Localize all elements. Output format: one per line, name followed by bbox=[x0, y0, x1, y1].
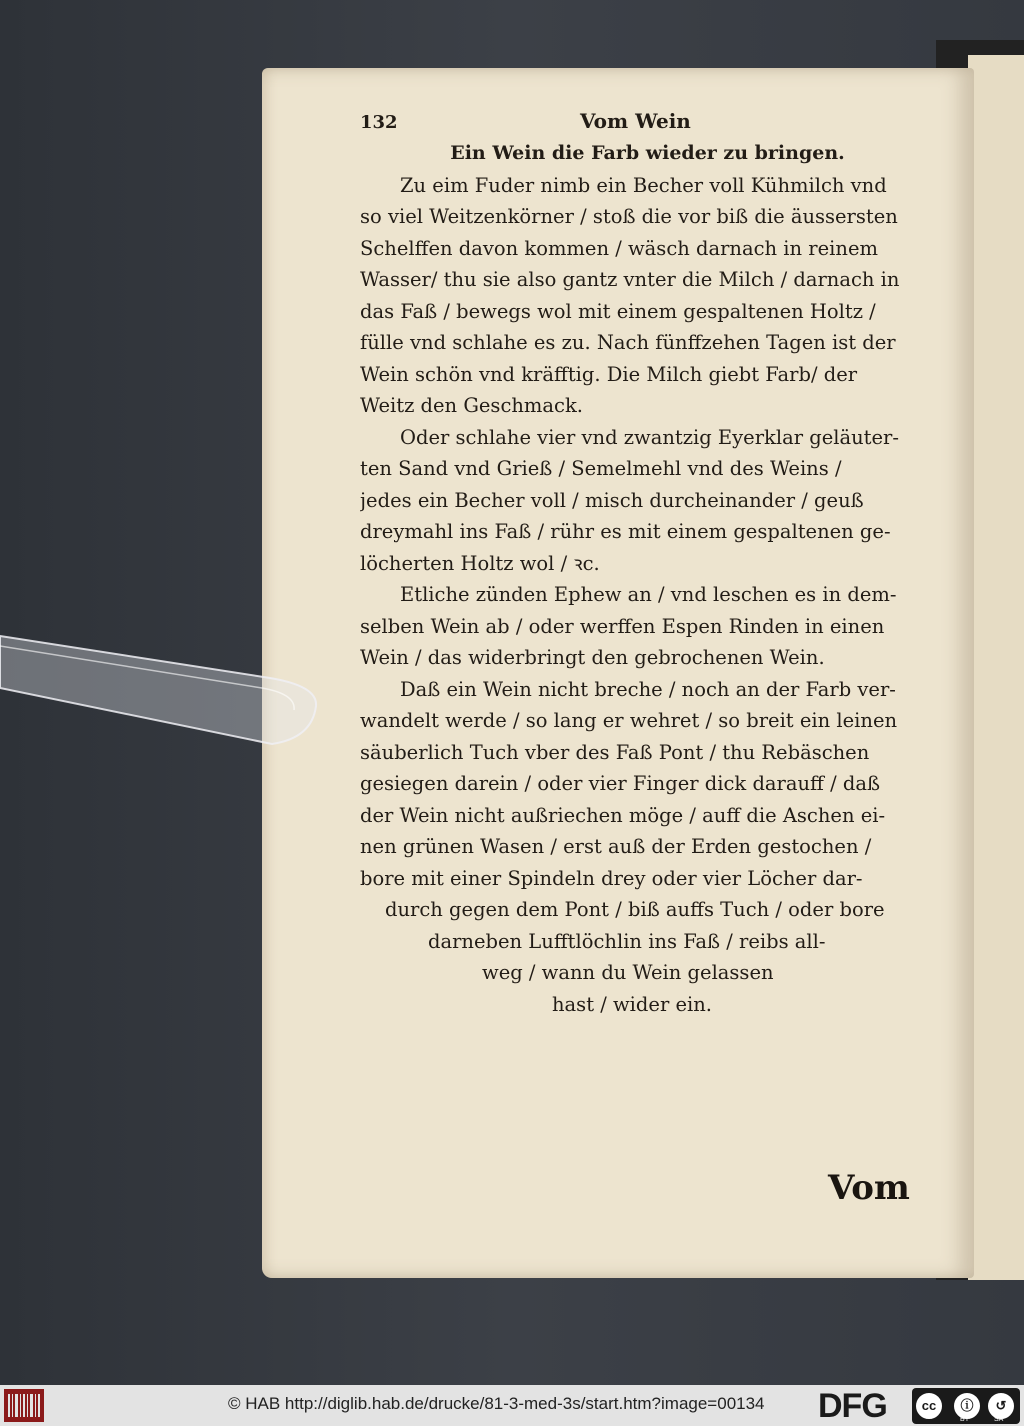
text-line: so viel Weitzenkörner / stoß die vor biß die äussersten bbox=[360, 205, 898, 228]
text-line: Wasser/ thu sie also gantz vnter die Milch / darnach in bbox=[360, 268, 900, 291]
section-title: Ein Wein die Farb wieder zu bringen. bbox=[450, 142, 845, 164]
text-line: nen grünen Wasen / erst auß der Erden gestochen / bbox=[360, 835, 872, 858]
facing-page-fragment bbox=[968, 55, 1024, 1280]
license-sa-label: SA bbox=[994, 1416, 1004, 1423]
text-line: Wein / das widerbringt den gebrochenen Wein. bbox=[360, 646, 825, 669]
text-line: löcherten Holtz wol / ꝛc. bbox=[360, 551, 600, 575]
text-line: Weitz den Geschmack. bbox=[360, 394, 583, 417]
text-line: fülle vnd schlahe es zu. Nach fünffzehen Tagen ist der bbox=[360, 331, 896, 354]
text-line: wandelt werde / so lang er wehret / so breit ein leinen bbox=[360, 709, 898, 732]
text-line: ten Sand vnd Grieß / Semelmehl vnd des Weins / bbox=[360, 457, 842, 480]
running-head: Vom Wein bbox=[580, 109, 691, 133]
page-number: 132 bbox=[360, 112, 398, 133]
license-by-label: BY bbox=[960, 1416, 970, 1423]
text-line: gesiegen darein / oder vier Finger dick darauff / daß bbox=[360, 772, 881, 795]
page-header bbox=[360, 104, 935, 138]
text-line: Schelffen davon kommen / wäsch darnach in reinem bbox=[360, 236, 878, 260]
text-line: darneben Lufftlöchlin ins Faß / reibs all- bbox=[428, 929, 826, 953]
text-line: Etliche zünden Ephew an / vnd leschen es in dem- bbox=[400, 583, 897, 606]
bookmark-ribbon bbox=[0, 628, 320, 746]
text-line: Daß ein Wein nicht breche / noch an der Farb ver- bbox=[400, 677, 896, 701]
text-line: säuberlich Tuch vber des Faß Pont / thu Rebäschen bbox=[360, 740, 870, 764]
text-line: hast / wider ein. bbox=[552, 992, 712, 1016]
body-lines bbox=[360, 170, 935, 1021]
credit-link[interactable]: © HAB http://diglib.hab.de/drucke/81-3-med-3s/start.htm?image=00134 bbox=[228, 1394, 765, 1413]
sa-icon: ↺ bbox=[986, 1391, 1016, 1421]
text-line: jedes ein Becher voll / misch durcheinander / geuß bbox=[360, 488, 864, 512]
catchword: Vom bbox=[828, 1168, 910, 1208]
text-line: dreymahl ins Faß / rühr es mit einem gespaltenen ge- bbox=[360, 520, 891, 543]
text-line: selben Wein ab / oder werffen Espen Rinden in einen bbox=[360, 614, 885, 638]
page-text bbox=[360, 104, 935, 1020]
cc-icon: cc bbox=[914, 1391, 944, 1421]
license-badge[interactable] bbox=[912, 1388, 1020, 1424]
text-line: Wein schön vnd kräfftig. Die Milch giebt Farb/ der bbox=[360, 362, 858, 386]
text-line: das Faß / bewegs wol mit einem gespaltenen Holtz / bbox=[360, 299, 876, 323]
barcode-icon bbox=[4, 1389, 44, 1422]
dfg-logo: DFG bbox=[818, 1387, 887, 1425]
text-line: bore mit einer Spindeln drey oder vier Löcher dar- bbox=[360, 866, 863, 890]
by-icon: ⓘ bbox=[952, 1391, 982, 1421]
text-line: durch gegen dem Pont / biß auffs Tuch / oder bore bbox=[385, 898, 885, 921]
text-line: Oder schlahe vier vnd zwantzig Eyerklar geläuter- bbox=[400, 425, 899, 449]
text-line: weg / wann du Wein gelassen bbox=[482, 961, 774, 984]
text-line: der Wein nicht außriechen möge / auff die Aschen ei- bbox=[360, 803, 886, 827]
text-line: Zu eim Fuder nimb ein Becher voll Kühmilch vnd bbox=[400, 173, 887, 197]
